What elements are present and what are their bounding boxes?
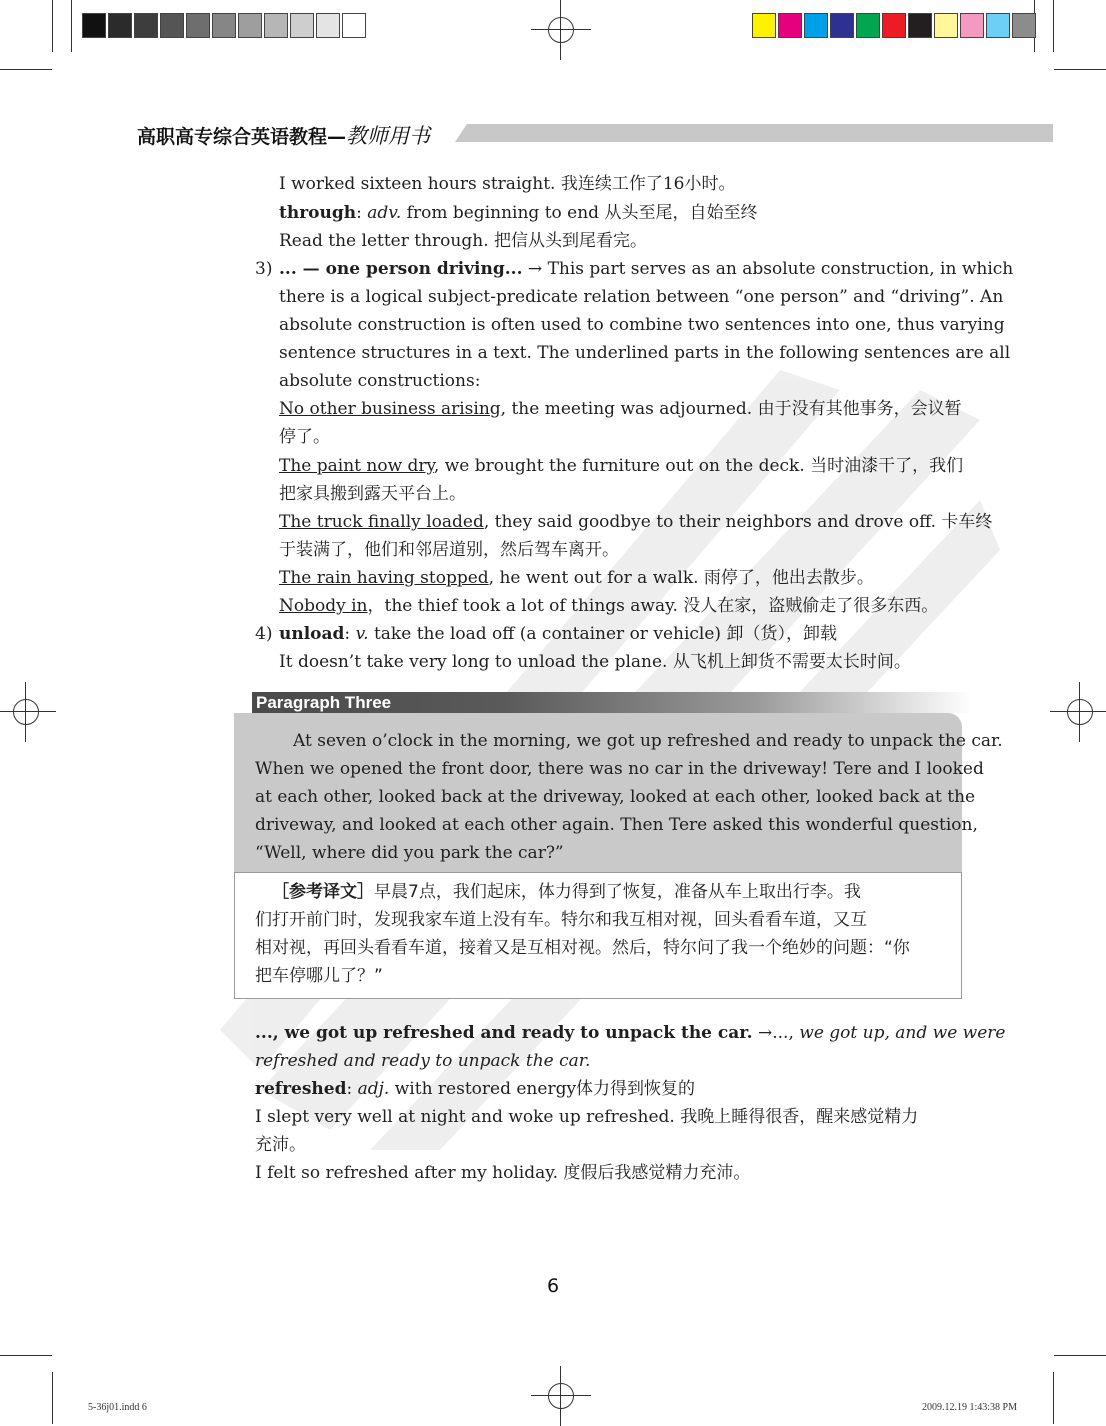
color-swatch — [212, 13, 236, 38]
color-swatch — [830, 13, 854, 38]
color-swatch — [804, 13, 828, 38]
item-number: 4) — [255, 624, 273, 644]
part-of-speech: v. — [355, 624, 369, 644]
translation-label: ［参考译文］ — [272, 882, 374, 902]
definition-refreshed — [255, 1075, 695, 1103]
definition: take the load off (a container or vehicle) 卸（货），卸载 — [368, 624, 837, 644]
underlined-phrase: The rain having stopped — [279, 568, 489, 588]
translation-line: 们打开前门时，发现我家车道上没有车。特尔和我互相对视，回头看看车道，又互 — [255, 910, 867, 930]
book-title-dash: — — [327, 126, 347, 148]
colon: : — [344, 624, 356, 644]
example-sentence: Read the letter through. 把信从头到尾看完。 — [279, 231, 648, 251]
example-sentence: I worked sixteen hours straight. 我连续工作了16小时。 — [279, 174, 736, 194]
example-sentence — [279, 452, 963, 480]
part-of-speech: adv. — [367, 203, 402, 223]
part-of-speech: adj. — [357, 1079, 390, 1099]
translation-text: 早晨7点，我们起床，体力得到了恢复，准备从车上取出行李。我 — [374, 882, 861, 902]
example-sentence: It doesn’t take very long to unload the plane. 从飞机上卸货不需要太长时间。 — [279, 652, 911, 672]
item-number: 3) — [255, 259, 273, 279]
page-number: 6 — [546, 1275, 560, 1297]
footer-filename: 5-36j01.indd 6 — [88, 1402, 147, 1413]
headword: unload — [279, 624, 345, 644]
color-swatch — [316, 13, 340, 38]
color-swatch — [82, 13, 106, 38]
color-swatch — [882, 13, 906, 38]
color-swatch — [134, 13, 158, 38]
crop-mark-bottom-right-v — [1053, 1372, 1054, 1424]
underlined-phrase: Nobody in — [279, 596, 368, 616]
note-text: → This part serves as an absolute construction, in which — [522, 259, 1014, 279]
color-swatch — [908, 13, 932, 38]
example-sentence: 停了。 — [279, 427, 330, 447]
color-swatch — [934, 13, 958, 38]
note-text: there is a logical subject-predicate relation between “one person” and “driving”. An — [279, 287, 1004, 307]
sentence-rest: , they said goodbye to their neighbors and drove off. 卡车终 — [483, 512, 993, 532]
sentence-rest: , we brought the furniture out on the deck. 当时油漆干了，我们 — [433, 456, 964, 476]
passage-line: at each other, looked back at the driveway, looked at each other, looked back at the — [255, 787, 976, 807]
note-italic: we got up, and we were — [799, 1023, 1006, 1043]
crop-mark-top-right-h — [1054, 69, 1106, 70]
crop-mark-bottom-left-v — [52, 1372, 53, 1424]
example-sentence: I slept very well at night and woke up refreshed. 我晚上睡得很香，醒来感觉精力 — [255, 1107, 919, 1127]
note-text: absolute constructions: — [279, 371, 481, 391]
note-text: absolute construction is often used to combine two sentences into one, thus varying — [279, 315, 1005, 335]
color-swatch — [856, 13, 880, 38]
color-swatch — [160, 13, 184, 38]
passage-line: At seven o’clock in the morning, we got up refreshed and ready to unpack the car. — [293, 731, 1003, 751]
color-swatch — [986, 13, 1010, 38]
example-sentence — [279, 395, 962, 423]
sentence-rest: , the meeting was adjourned. 由于没有其他事务，会议暂 — [500, 399, 962, 419]
colon: : — [356, 203, 368, 223]
underlined-phrase: No other business arising — [279, 399, 501, 419]
translation-line: 把车停哪儿了？” — [255, 966, 383, 986]
crop-mark-bottom-left-h — [0, 1355, 52, 1356]
note-line: refreshed and ready to unpack the car. — [255, 1051, 591, 1071]
color-swatch — [108, 13, 132, 38]
underlined-phrase: The truck finally loaded — [279, 512, 484, 532]
color-swatch — [752, 13, 776, 38]
translation-line: 相对视，再回头看看车道，接着又是互相对视。然后，特尔问了我一个绝妙的问题：“你 — [255, 938, 910, 958]
colon: : — [346, 1079, 358, 1099]
registration-target-top-icon — [531, 0, 591, 60]
underlined-phrase: The paint now dry — [279, 456, 434, 476]
color-swatch — [290, 13, 314, 38]
crop-mark-left-v — [71, 0, 72, 52]
definition-unload — [279, 620, 837, 648]
header-bar — [455, 124, 1053, 142]
footer-timestamp: 2009.12.19 1:43:38 PM — [922, 1402, 1018, 1413]
example-sentence: 于装满了，他们和邻居道别，然后驾车离开。 — [279, 540, 619, 560]
definition-through — [279, 199, 757, 227]
arrow-text: →..., — [752, 1023, 800, 1043]
registration-target-bottom-icon — [531, 1366, 591, 1426]
translation-line — [272, 878, 861, 906]
color-swatch — [264, 13, 288, 38]
book-title — [137, 120, 430, 150]
color-swatch — [960, 13, 984, 38]
example-sentence: I felt so refreshed after my holiday. 度假后我感觉精力充沛。 — [255, 1163, 751, 1183]
registration-target-left-icon — [0, 682, 56, 742]
color-swatch — [342, 13, 366, 38]
color-swatch — [238, 13, 262, 38]
passage-line: driveway, and looked at each other again. Then Tere asked this wonderful question, — [255, 815, 978, 835]
crop-mark-top-left-v — [52, 0, 53, 52]
section-label: Paragraph Three — [252, 692, 972, 713]
note-heading: ... — one person driving... — [279, 259, 523, 279]
example-sentence — [279, 592, 938, 620]
note-line — [255, 1019, 1005, 1047]
headword: through — [279, 203, 357, 223]
registration-target-right-icon — [1050, 682, 1106, 742]
example-sentence: 充沛。 — [255, 1135, 306, 1155]
color-swatch — [1012, 13, 1036, 38]
book-title-main: 高职高专综合英语教程 — [137, 126, 328, 148]
color-swatch — [186, 13, 210, 38]
note-text: sentence structures in a text. The underlined parts in the following sentences are all — [279, 343, 1011, 363]
example-sentence — [279, 508, 992, 536]
sentence-rest: , he went out for a walk. 雨停了，他出去散步。 — [488, 568, 874, 588]
crop-mark-top-left-h — [0, 69, 52, 70]
passage-line: “Well, where did you park the car?” — [255, 843, 564, 863]
sentence-rest: ，the thief took a lot of things away. 没人在家，盗贼偷走了很多东西。 — [367, 596, 939, 616]
definition: with restored energy体力得到恢复的 — [389, 1079, 696, 1099]
note-heading: ..., we got up refreshed and ready to unpack the car. — [255, 1023, 753, 1043]
example-sentence: 把家具搬到露天平台上。 — [279, 484, 466, 504]
note-item-3 — [279, 255, 1013, 283]
headword: refreshed — [255, 1079, 347, 1099]
example-sentence — [279, 564, 874, 592]
book-title-sub: 教师用书 — [346, 124, 431, 148]
definition: from beginning to end 从头至尾，自始至终 — [401, 203, 758, 223]
color-swatch — [778, 13, 802, 38]
passage-line: When we opened the front door, there was no car in the driveway! Tere and I looked — [255, 759, 984, 779]
crop-mark-top-right-v — [1053, 0, 1054, 52]
crop-mark-bottom-right-h — [1054, 1355, 1106, 1356]
